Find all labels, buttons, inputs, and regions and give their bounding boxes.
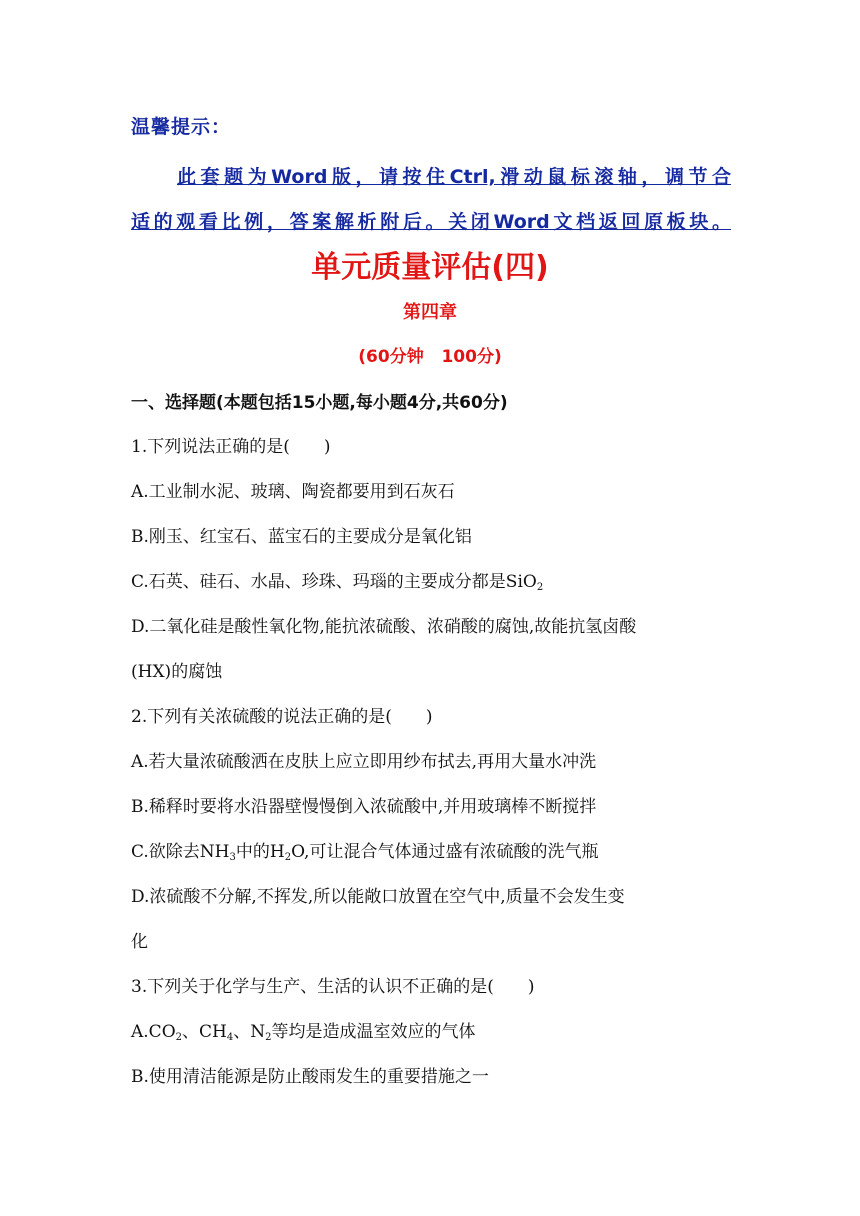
q1-option-c-sub: 2	[536, 582, 544, 593]
q3-a-sub-3: 2	[265, 1032, 272, 1043]
q2-option-b: B.稀释时要将水沿器壁慢慢倒入浓硫酸中,并用玻璃棒不断搅拌	[131, 797, 597, 817]
q3-a-part-4: 等均是造成温室效应的气体	[271, 1022, 476, 1042]
q1-option-d-line-2: (HX)的腐蚀	[131, 662, 223, 682]
q3-a-sub-1: 2	[175, 1032, 182, 1043]
q2-option-a: A.若大量浓硫酸洒在皮肤上应立即用纱布拭去,再用大量水冲洗	[131, 752, 597, 772]
q1-option-b: B.刚玉、红宝石、蓝宝石的主要成分是氧化铝	[131, 527, 472, 547]
q2-stem: 2.下列有关浓硫酸的说法正确的是( )	[131, 707, 433, 727]
q3-a-part-3: 、N	[233, 1022, 266, 1042]
q1-stem: 1.下列说法正确的是( )	[131, 437, 331, 457]
q2-c-sub-2: 2	[284, 852, 292, 863]
q1-option-a: A.工业制水泥、玻璃、陶瓷都要用到石灰石	[131, 482, 455, 502]
tip-line-2: 适的观看比例，答案解析附后。关闭Word文档返回原板块。	[131, 211, 731, 233]
q2-option-d-line-1: D.浓硫酸不分解,不挥发,所以能敞口放置在空气中,质量不会发生变	[131, 887, 625, 907]
q2-option-c	[131, 837, 731, 863]
q3-option-b: B.使用清洁能源是防止酸雨发生的重要措施之一	[131, 1067, 489, 1087]
q3-stem: 3.下列关于化学与生产、生活的认识不正确的是( )	[131, 977, 535, 997]
q2-c-part-2: 中的H	[235, 842, 285, 862]
tip-title: 温馨提示：	[131, 116, 232, 138]
q2-c-sub-1: 3	[229, 852, 236, 863]
section-heading: 一、选择题(本题包括15小题,每小题4分,共60分)	[131, 393, 508, 413]
document-title: 单元质量评估(四)	[311, 250, 549, 285]
tip-body	[131, 155, 731, 245]
q2-c-part-1: C.欲除去NH	[131, 842, 230, 862]
q3-option-a	[131, 1017, 731, 1043]
q1-option-d-line-1: D.二氧化硅是酸性氧化物,能抗浓硫酸、浓硝酸的腐蚀,故能抗氢卤酸	[131, 617, 637, 637]
q3-a-part-2: 、CH	[182, 1022, 227, 1042]
q2-c-part-3: O,可让混合气体通过盛有浓硫酸的洗气瓶	[291, 842, 599, 862]
q3-a-part-1: A.CO	[131, 1022, 176, 1042]
q2-option-d-line-2: 化	[131, 932, 148, 952]
q3-a-sub-2: 4	[226, 1032, 234, 1043]
chapter-label: 第四章	[403, 302, 457, 323]
q1-option-c-text: C.石英、硅石、水晶、珍珠、玛瑙的主要成分都是SiO	[131, 572, 537, 592]
tip-line-1: 此套题为Word版，请按住Ctrl,滑动鼠标滚轴，调节合	[177, 166, 731, 188]
q1-option-c	[131, 567, 731, 593]
time-score-label: (60分钟 100分)	[358, 347, 502, 367]
